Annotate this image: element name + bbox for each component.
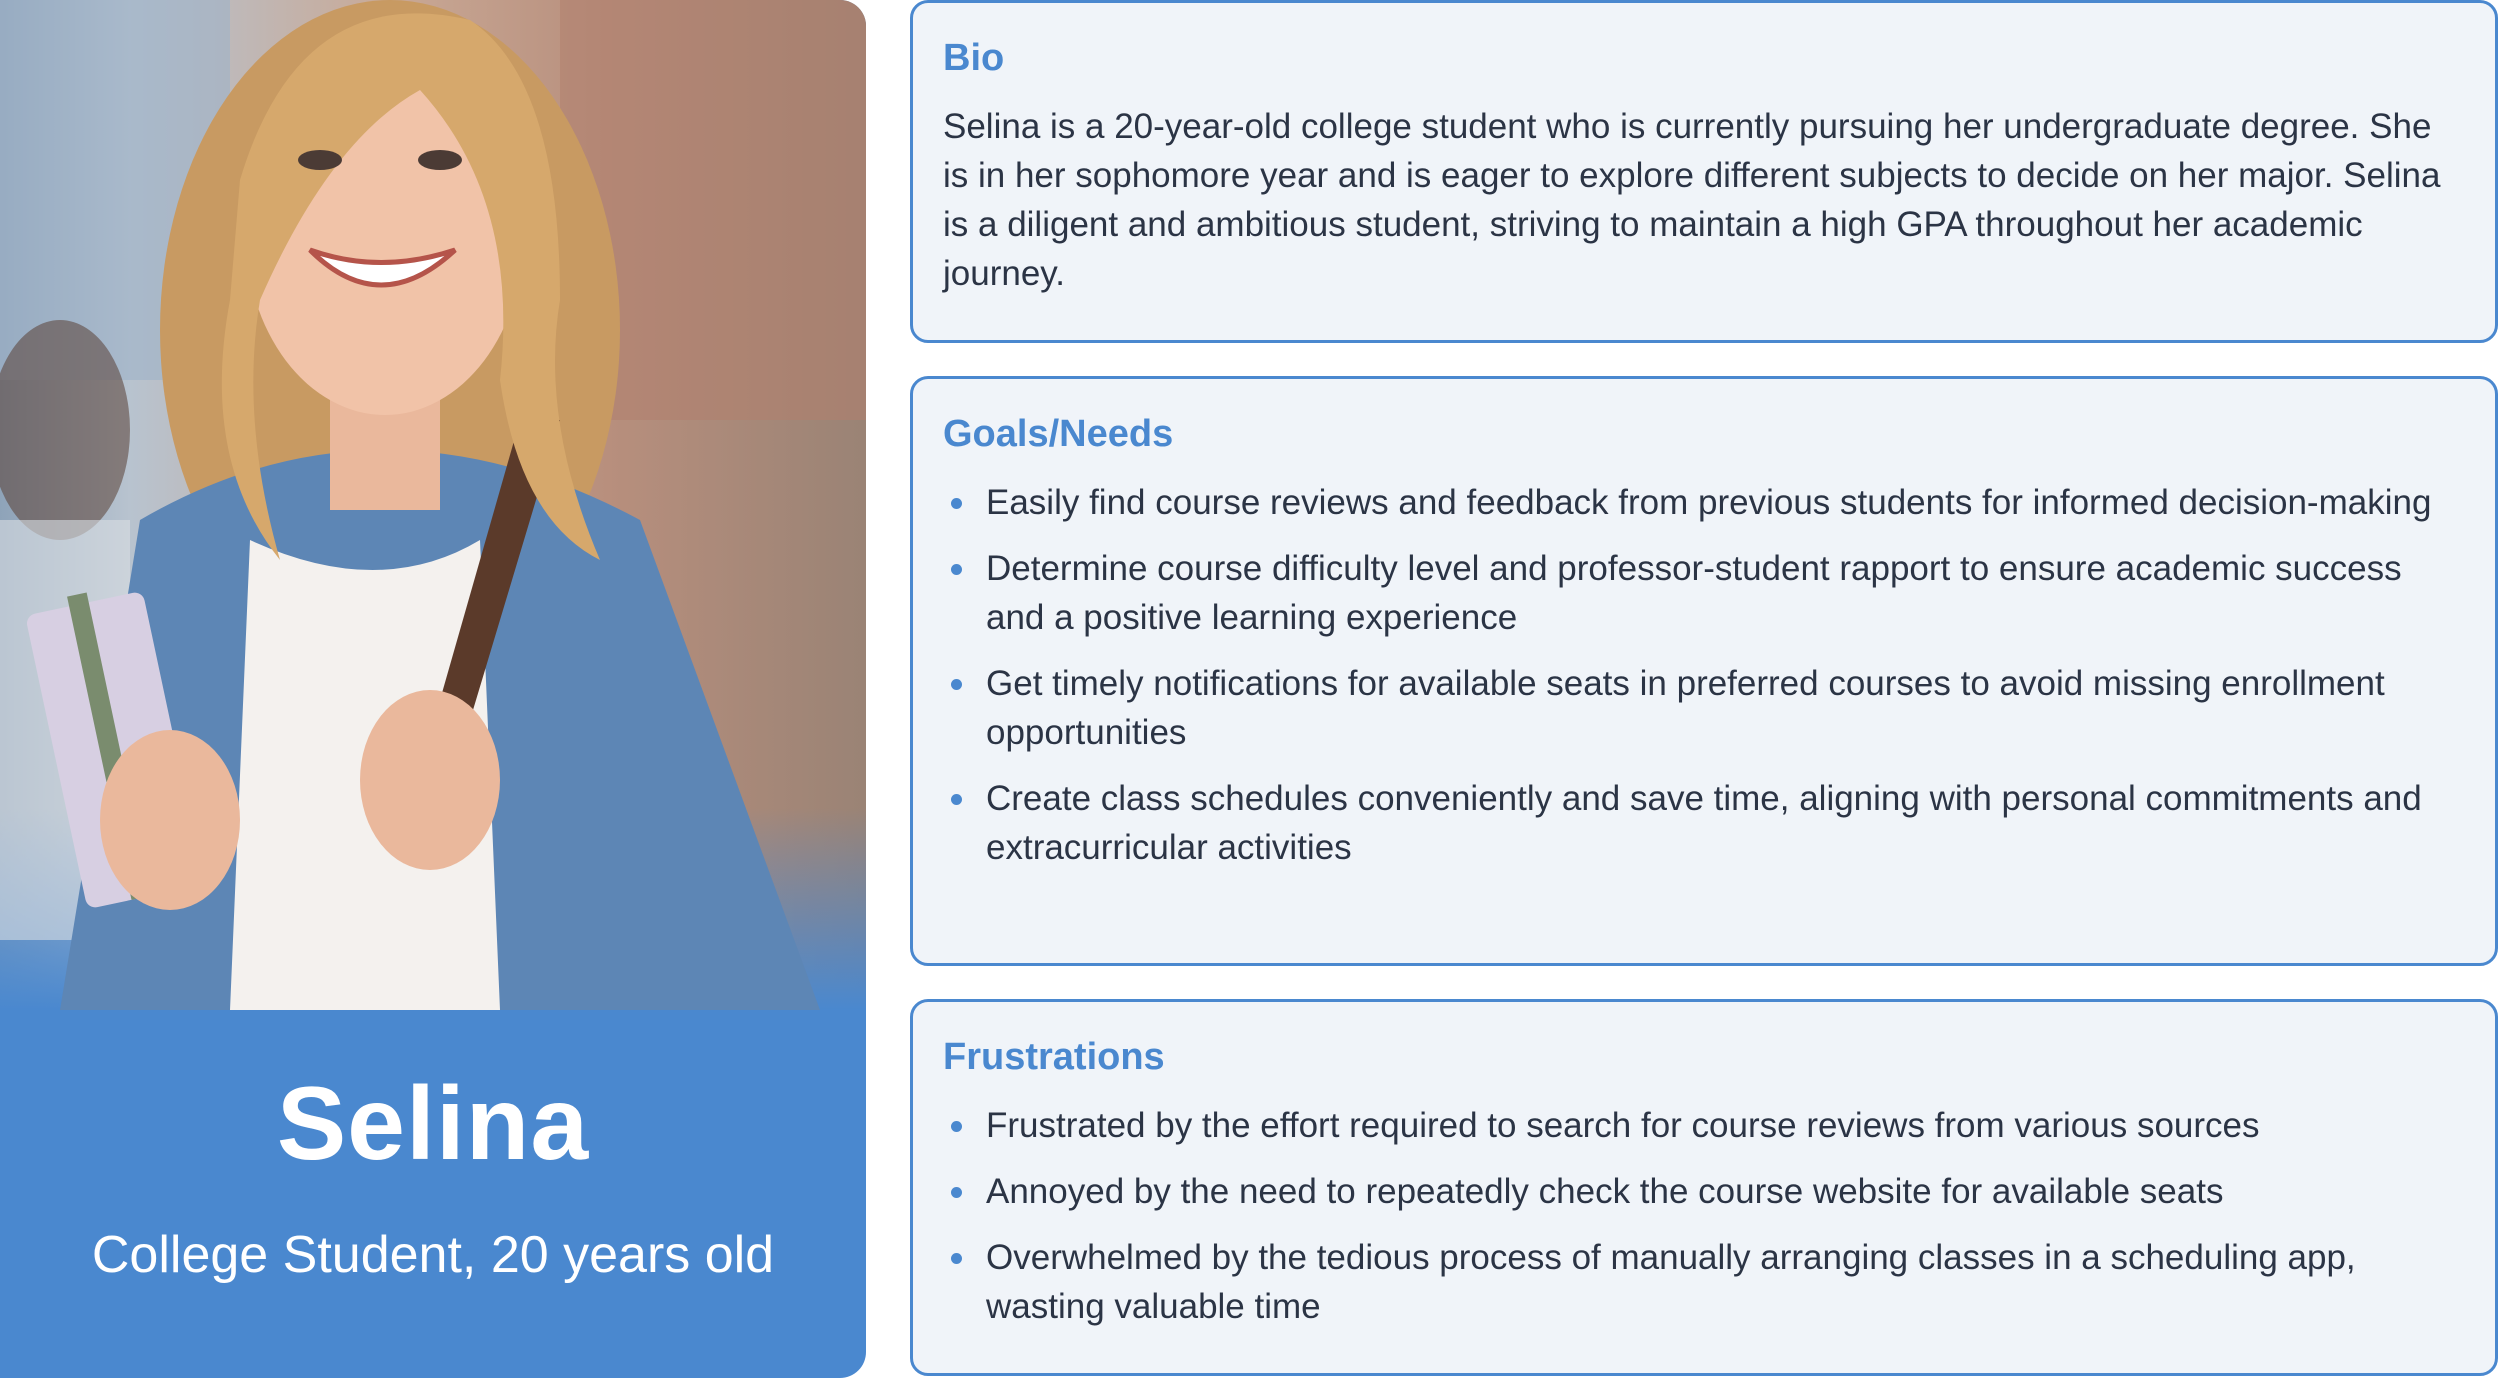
bullet-icon (951, 794, 962, 805)
frustration-text: Frustrated by the effort required to search for course reviews from various sources (986, 1106, 2260, 1145)
frustrations-title: Frustrations (943, 1036, 1165, 1078)
persona-name: Selina (276, 1066, 590, 1182)
bio-panel (910, 0, 2498, 343)
goals-title: Goals/Needs (943, 413, 1174, 455)
goal-text: Determine course difficulty level and professor-student rapport to ensure academic success and a positive learning experience (986, 549, 2402, 637)
goals-list (943, 478, 2465, 872)
profile-photo (0, 0, 866, 1010)
bullet-icon (951, 1121, 962, 1132)
frustration-item (943, 1101, 2465, 1150)
goal-item (943, 478, 2465, 527)
bullet-icon (951, 498, 962, 509)
frustration-text: Overwhelmed by the tedious process of manually arranging classes in a scheduling app, wasting valuable time (986, 1238, 2356, 1326)
goal-text: Easily find course reviews and feedback from previous students for informed decision-making (986, 483, 2432, 522)
bullet-icon (951, 1253, 962, 1264)
bio-text: Selina is a 20-year-old college student who is currently pursuing her undergraduate degree. She is in her sophomore year and is eager to explore different subjects to decide on her major. Selina is a diligent and ambitious student, striving to maintain a high GPA throughout her academic journey. (943, 107, 2441, 293)
goal-item (943, 659, 2465, 757)
frustration-item (943, 1167, 2465, 1216)
frustration-text: Annoyed by the need to repeatedly check the course website for available seats (986, 1172, 2224, 1211)
bullet-icon (951, 1187, 962, 1198)
bio-title: Bio (943, 37, 1005, 79)
frustrations-panel (910, 999, 2498, 1376)
frustrations-list (943, 1101, 2465, 1331)
goal-item (943, 774, 2465, 872)
goal-text: Get timely notifications for available seats in preferred courses to avoid missing enrollment opportunities (986, 664, 2385, 752)
student-photo-illustration (0, 0, 866, 1010)
bullet-icon (951, 564, 962, 575)
goal-text: Create class schedules conveniently and save time, aligning with personal commitments and extracurricular activities (986, 779, 2422, 867)
bullet-icon (951, 679, 962, 690)
goal-item (943, 544, 2465, 642)
goals-panel (910, 376, 2498, 966)
frustration-item (943, 1233, 2465, 1331)
persona-role: College Student, 20 years old (91, 1226, 775, 1284)
profile-card (0, 0, 866, 1378)
